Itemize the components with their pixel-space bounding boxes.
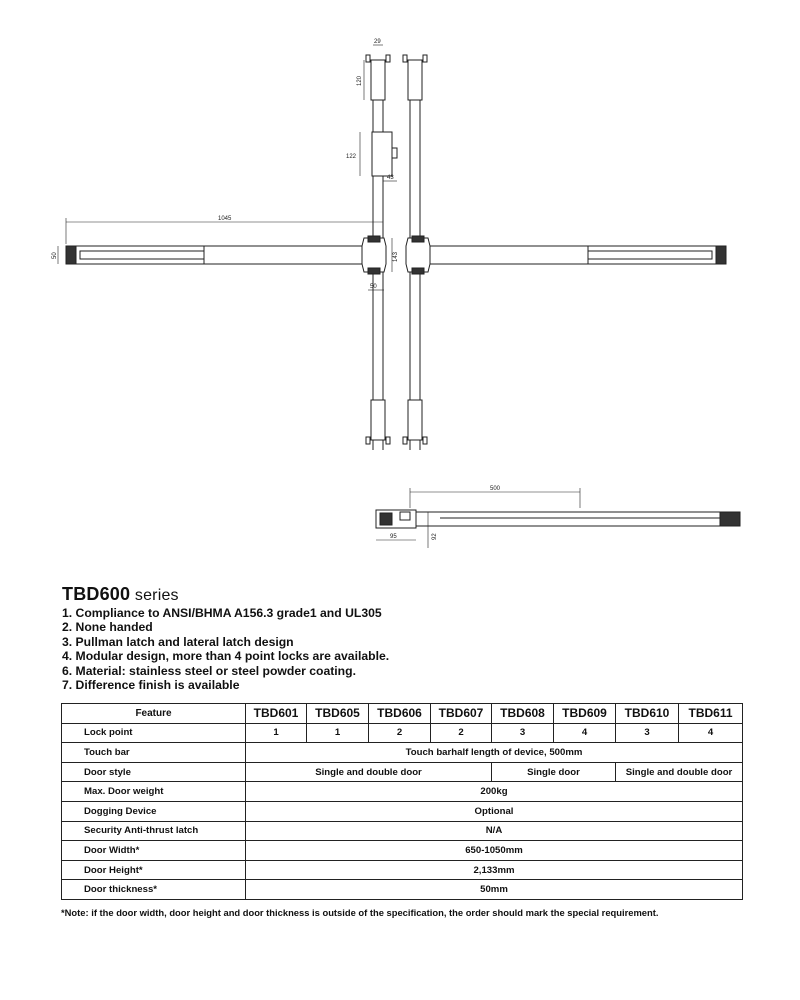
left-push-bar bbox=[66, 236, 386, 274]
row-label: Dogging Device bbox=[62, 801, 246, 821]
dim-center-width: 50 bbox=[370, 284, 377, 290]
table-row bbox=[62, 821, 743, 841]
feature-item: 7. Difference finish is available bbox=[62, 678, 240, 693]
model-header: TBD601 bbox=[246, 704, 307, 724]
dim-side-bar-length: 500 bbox=[490, 486, 501, 492]
table-cell: 3 bbox=[492, 723, 554, 743]
dim-center-height: 143 bbox=[393, 251, 399, 262]
table-row bbox=[62, 801, 743, 821]
table-row bbox=[62, 860, 743, 880]
table-cell: Optional bbox=[246, 801, 743, 821]
model-header: TBD611 bbox=[679, 704, 743, 724]
table-row bbox=[62, 841, 743, 861]
table-cell: 2 bbox=[431, 723, 492, 743]
row-label: Touch bar bbox=[62, 743, 246, 763]
table-row bbox=[62, 782, 743, 802]
model-header: TBD610 bbox=[616, 704, 679, 724]
dim-bar-height: 50 bbox=[52, 252, 58, 259]
model-header: TBD606 bbox=[369, 704, 431, 724]
model-header: TBD609 bbox=[554, 704, 616, 724]
table-cell: 3 bbox=[616, 723, 679, 743]
table-cell: 50mm bbox=[246, 880, 743, 900]
row-label: Security Anti-thrust latch bbox=[62, 821, 246, 841]
row-label: Door style bbox=[62, 762, 246, 782]
dim-lock-width: 29 bbox=[374, 39, 381, 45]
table-header-row bbox=[62, 704, 743, 724]
table-cell: Touch barhalf length of device, 500mm bbox=[246, 743, 743, 763]
table-cell: 1 bbox=[307, 723, 369, 743]
table-cell: Single and double door bbox=[246, 762, 492, 782]
series-name: TBD600 bbox=[62, 584, 131, 604]
row-label: Lock point bbox=[62, 723, 246, 743]
table-cell: 2,133mm bbox=[246, 860, 743, 880]
table-cell: 4 bbox=[679, 723, 743, 743]
right-push-bar bbox=[406, 236, 726, 274]
spec-note: *Note: if the door width, door height and door thickness is outside of the specification, the order should mark the special requirement. bbox=[61, 907, 659, 918]
table-row bbox=[62, 723, 743, 743]
table-cell: 1 bbox=[246, 723, 307, 743]
table-row bbox=[62, 880, 743, 900]
table-cell: 2 bbox=[369, 723, 431, 743]
table-row bbox=[62, 762, 743, 782]
table-cell: N/A bbox=[246, 821, 743, 841]
table-cell: 200kg bbox=[246, 782, 743, 802]
row-label: Door Width* bbox=[62, 841, 246, 861]
table-cell: 4 bbox=[554, 723, 616, 743]
side-view-drawing bbox=[376, 510, 740, 528]
dim-body-offset: 43 bbox=[387, 175, 394, 181]
feature-item: 6. Material: stainless steel or steel powder coating. bbox=[62, 663, 356, 678]
dim-side-depth: 95 bbox=[390, 534, 397, 540]
feature-header: Feature bbox=[62, 704, 246, 724]
row-label: Door Height* bbox=[62, 860, 246, 880]
model-header: TBD608 bbox=[492, 704, 554, 724]
feature-list bbox=[62, 606, 389, 692]
table-row bbox=[62, 743, 743, 763]
series-suffix: series bbox=[130, 587, 179, 604]
feature-item: 3. Pullman latch and lateral latch design bbox=[62, 634, 294, 649]
feature-item: 4. Modular design, more than 4 point locks are available. bbox=[62, 649, 390, 664]
spec-table bbox=[61, 703, 743, 900]
dim-top-lock-height: 120 bbox=[357, 75, 363, 86]
series-title bbox=[62, 584, 179, 605]
feature-item: 2. None handed bbox=[62, 620, 153, 635]
model-header: TBD605 bbox=[307, 704, 369, 724]
model-header: TBD607 bbox=[431, 704, 492, 724]
row-label: Max. Door weight bbox=[62, 782, 246, 802]
row-label: Door thickness* bbox=[62, 880, 246, 900]
table-cell: 650-1050mm bbox=[246, 841, 743, 861]
table-cell: Single door bbox=[492, 762, 616, 782]
dim-side-height: 92 bbox=[432, 533, 438, 540]
table-cell: Single and double door bbox=[616, 762, 743, 782]
dim-body-height: 122 bbox=[346, 154, 357, 160]
dim-bar-length: 1045 bbox=[218, 216, 232, 222]
feature-item: 1. Compliance to ANSI/BHMA A156.3 grade1 and UL305 bbox=[62, 606, 382, 620]
